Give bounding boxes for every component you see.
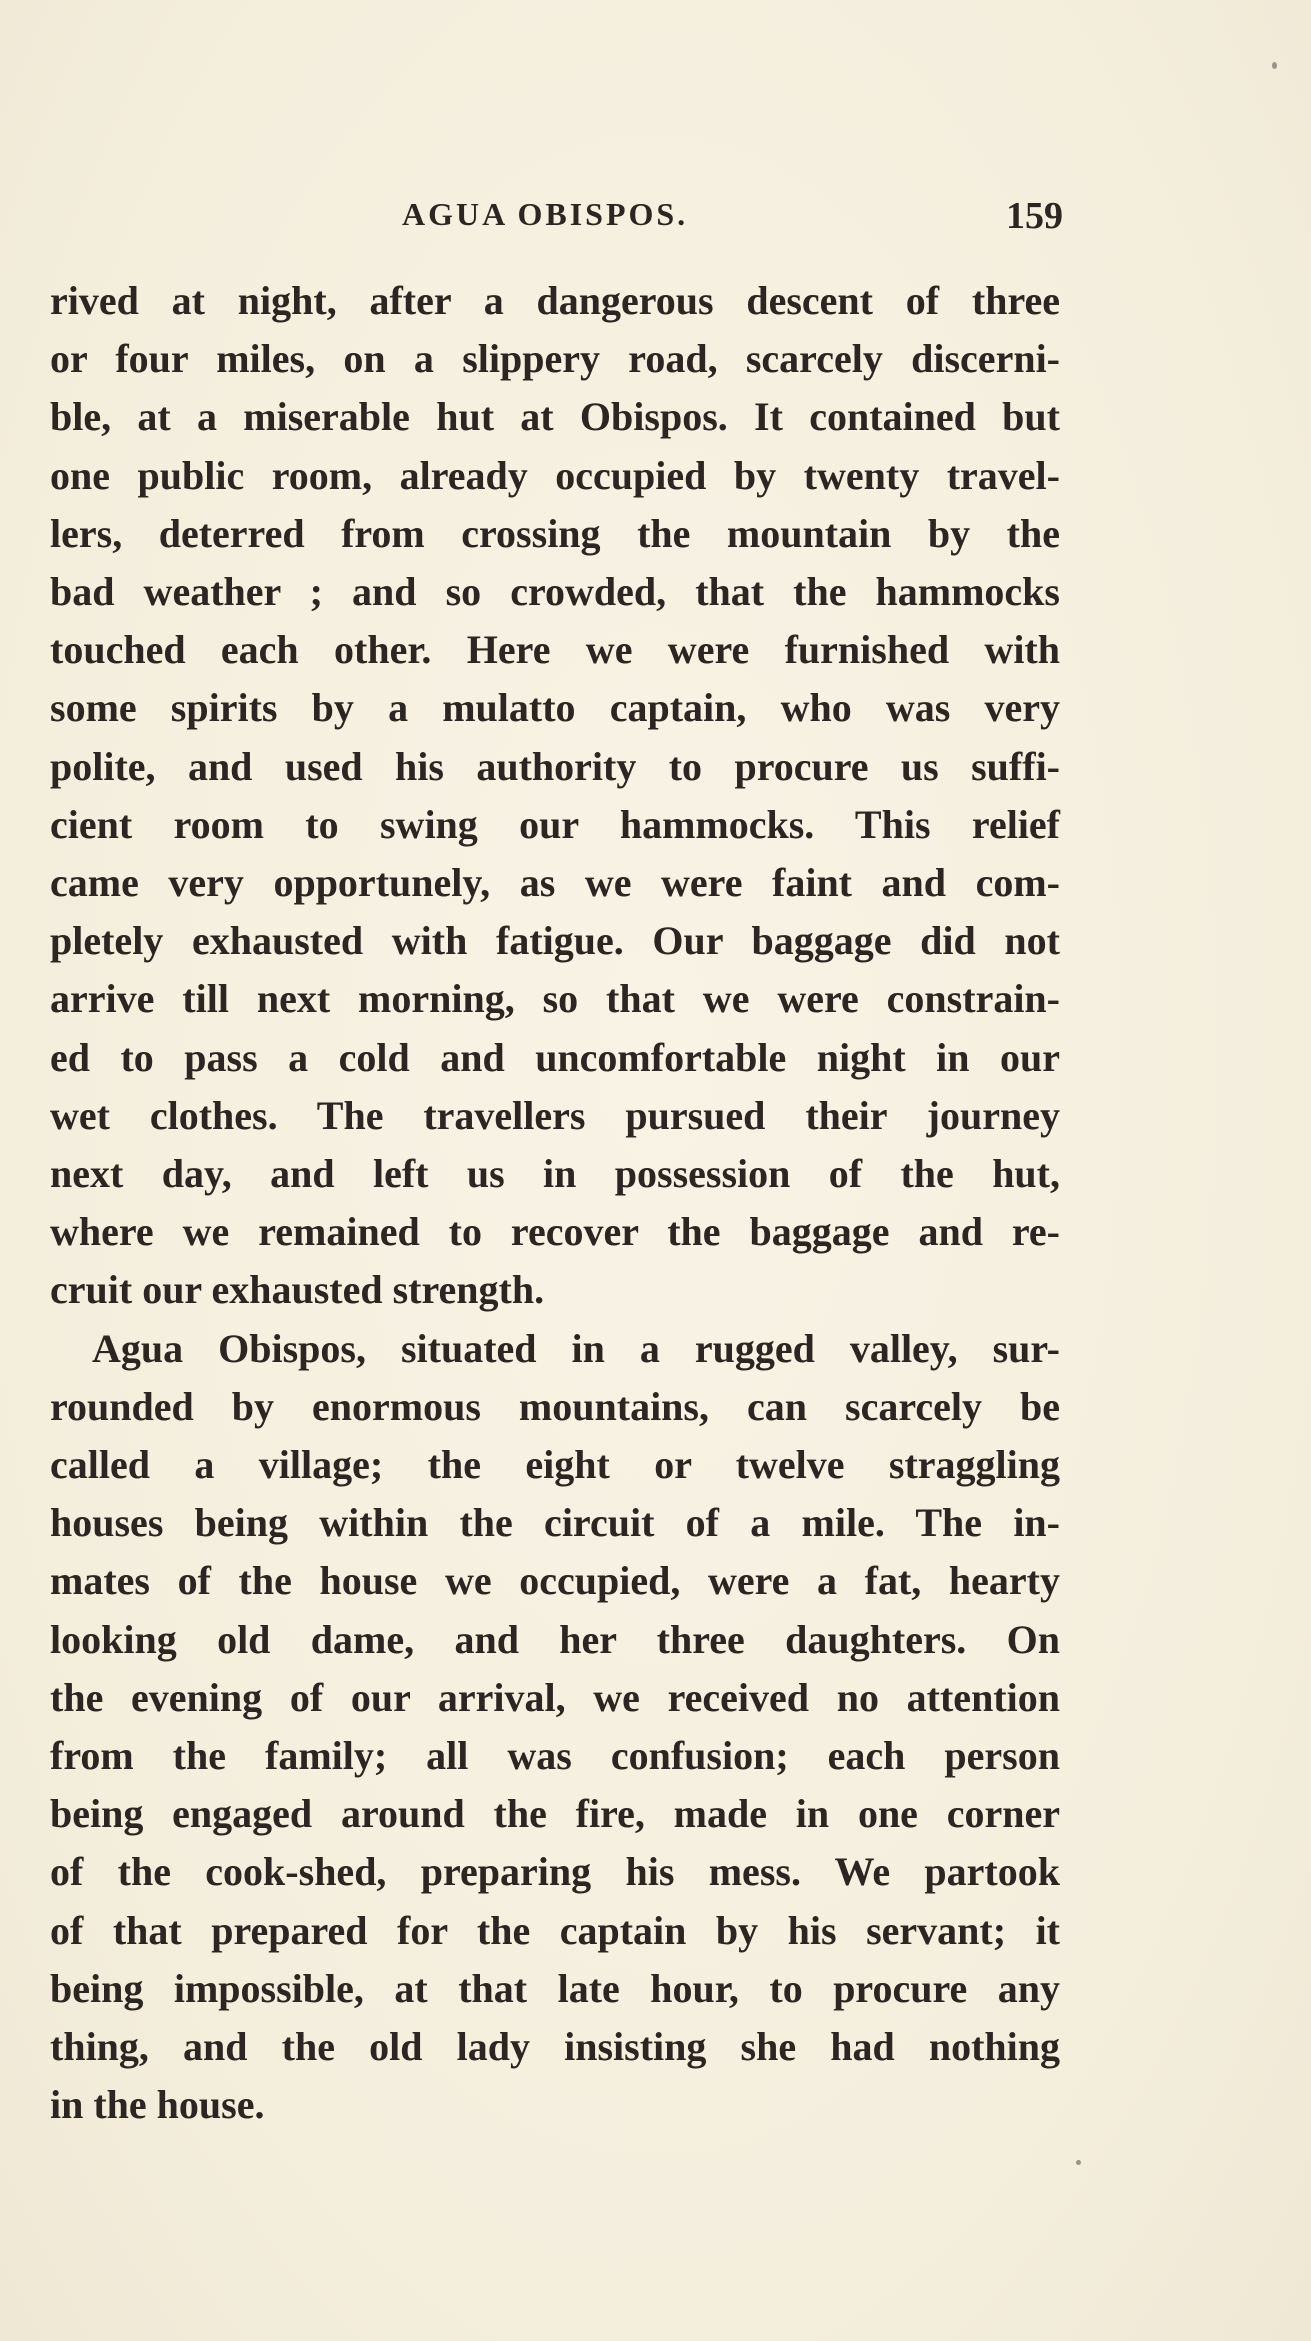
paragraph-first-line: Agua Obispos, situated in a rugged valley, sur- [92, 1325, 1060, 1371]
text-line: lers, deterred from crossing the mountain by the [50, 510, 1060, 556]
text-line: next day, and left us in possession of the hut, [50, 1151, 1060, 1197]
text-line: mates of the house we occupied, were a fat, hearty [50, 1558, 1060, 1604]
text-line: or four miles, on a slippery road, scarcely discerni- [50, 336, 1060, 382]
text-line: rived at night, after a dangerous descent of three [50, 278, 1060, 323]
paper-speck [1076, 2160, 1081, 2165]
text-line: houses being within the circuit of a mile. The in- [50, 1500, 1060, 1546]
paragraph-end-line: in the house. [50, 2082, 265, 2128]
text-line: of that prepared for the captain by his servant; it [50, 1907, 1060, 1953]
page-number: 159 [1006, 195, 1063, 237]
text-line: came very opportunely, as we were faint and com- [50, 860, 1060, 906]
text-line: polite, and used his authority to procure us suffi- [50, 743, 1060, 789]
text-line: from the family; all was confusion; each person [50, 1733, 1060, 1779]
text-line: pletely exhausted with fatigue. Our baggage did not [50, 918, 1060, 964]
text-line: where we remained to recover the baggage and re- [50, 1209, 1060, 1255]
text-line: ed to pass a cold and uncomfortable night in our [50, 1034, 1060, 1080]
paper-speck [1272, 62, 1277, 69]
text-line: ble, at a miserable hut at Obispos. It contained but [50, 394, 1060, 440]
text-line: the evening of our arrival, we received no attention [50, 1674, 1060, 1720]
running-head: AGUA OBISPOS. [402, 196, 689, 232]
text-line: called a village; the eight or twelve straggling [50, 1442, 1060, 1488]
body-text [50, 272, 1060, 2135]
page-header [0, 196, 1311, 246]
text-line: thing, and the old lady insisting she had nothing [50, 2024, 1060, 2070]
text-line: arrive till next morning, so that we were constrain- [50, 976, 1060, 1022]
text-line: of the cook-shed, preparing his mess. We partook [50, 1849, 1060, 1895]
text-line: rounded by enormous mountains, can scarcely be [50, 1383, 1060, 1429]
text-line: wet clothes. The travellers pursued their journey [50, 1092, 1060, 1138]
text-line: some spirits by a mulatto captain, who was very [50, 685, 1060, 731]
text-line: being engaged around the fire, made in one corner [50, 1791, 1060, 1837]
text-line: looking old dame, and her three daughters. On [50, 1616, 1060, 1662]
text-line: bad weather ; and so crowded, that the hammocks [50, 569, 1060, 615]
text-line: one public room, already occupied by twenty travel- [50, 452, 1060, 498]
text-line: cient room to swing our hammocks. This relief [50, 801, 1060, 847]
text-line: being impossible, at that late hour, to procure any [50, 1965, 1060, 2011]
text-line: touched each other. Here we were furnished with [50, 627, 1060, 673]
paragraph-end-line: cruit our exhausted strength. [50, 1267, 545, 1313]
